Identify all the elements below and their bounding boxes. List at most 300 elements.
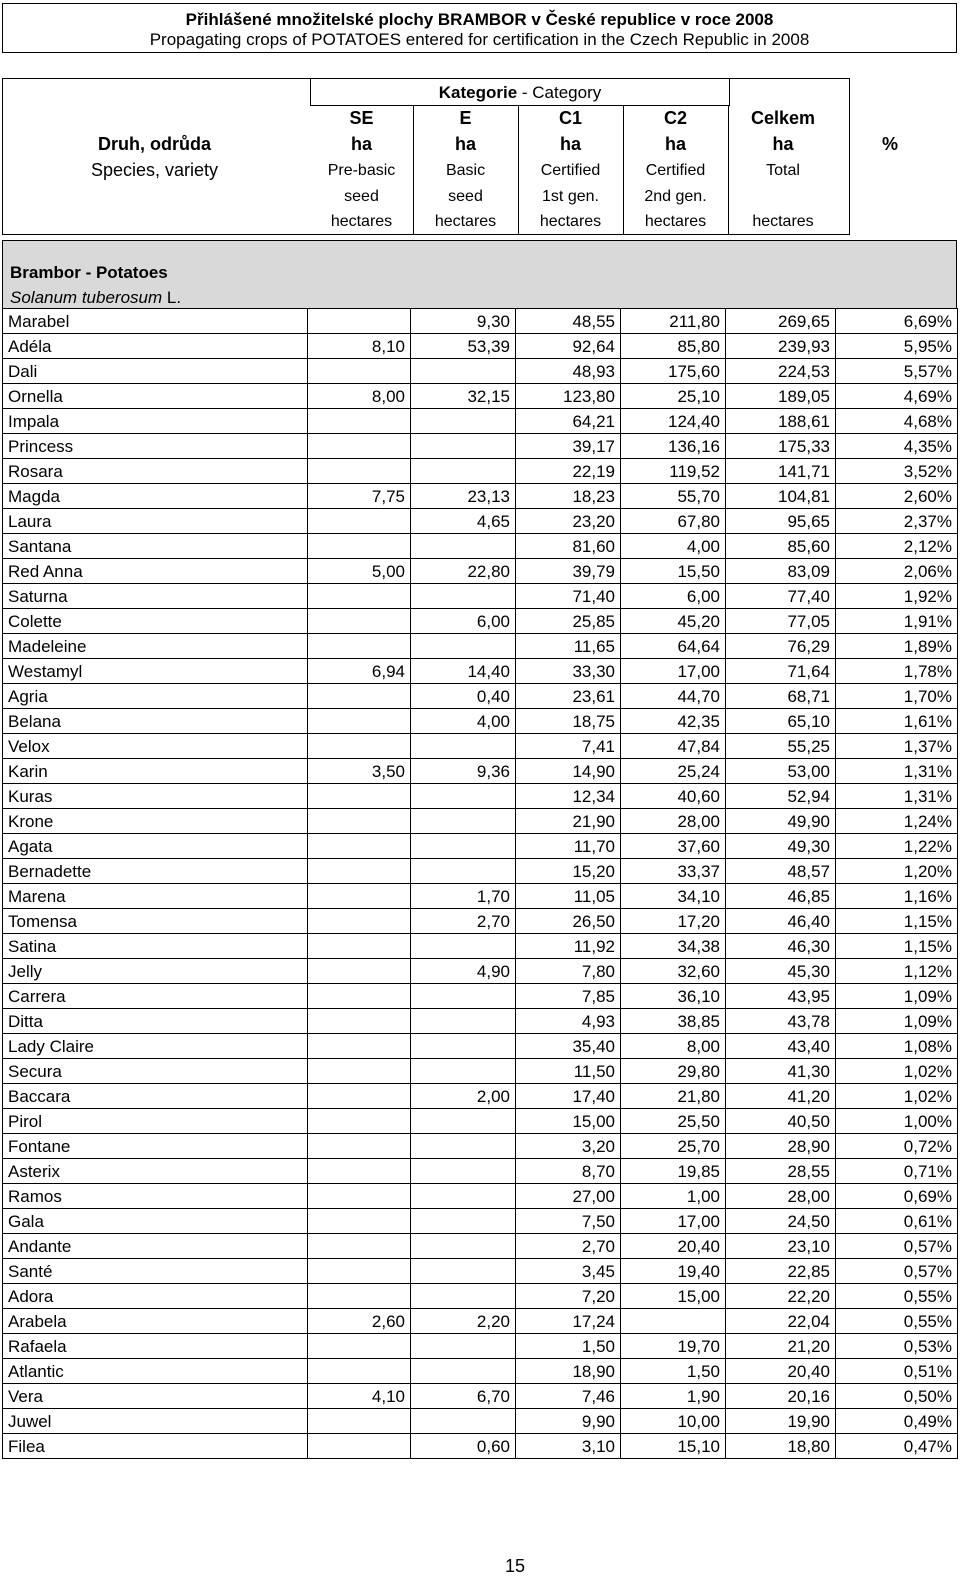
table-cell: 20,40 (621, 1234, 726, 1259)
table-cell: 25,24 (621, 759, 726, 784)
variety-name: Princess (3, 434, 308, 459)
table-cell: 21,80 (621, 1084, 726, 1109)
table-cell: 71,64 (726, 659, 836, 684)
table-row (3, 659, 958, 684)
table-row (3, 884, 958, 909)
table-cell (411, 1334, 516, 1359)
table-row (3, 684, 958, 709)
title-box (2, 3, 957, 53)
table-cell: 48,55 (516, 309, 621, 334)
table-cell: 1,20% (836, 859, 958, 884)
table-cell: 53,00 (726, 759, 836, 784)
table-cell: 4,93 (516, 1009, 621, 1034)
table-cell: 40,60 (621, 784, 726, 809)
table-cell: 2,00 (411, 1084, 516, 1109)
table-cell: 17,24 (516, 1309, 621, 1334)
table-row (3, 459, 958, 484)
table-cell (411, 1009, 516, 1034)
table-cell: 11,05 (516, 884, 621, 909)
table-row (3, 359, 958, 384)
table-row (3, 1209, 958, 1234)
table-row (3, 1309, 958, 1334)
table-row (3, 1384, 958, 1409)
table-cell: 24,50 (726, 1209, 836, 1234)
table-row (3, 1159, 958, 1184)
table-cell (411, 1134, 516, 1159)
table-cell: 85,60 (726, 534, 836, 559)
table-cell: 1,09% (836, 1009, 958, 1034)
variety-name: Filea (3, 1434, 308, 1459)
table-cell: 1,70% (836, 684, 958, 709)
table-cell: 21,20 (726, 1334, 836, 1359)
table-cell: 175,33 (726, 434, 836, 459)
species-block (2, 240, 957, 308)
table-cell: 7,85 (516, 984, 621, 1009)
column-header-unit: ha (772, 134, 794, 154)
column-header-l3: hectares (752, 213, 814, 230)
table-cell (411, 1359, 516, 1384)
variety-name: Rafaela (3, 1334, 308, 1359)
table-cell: 124,40 (621, 409, 726, 434)
table-cell (411, 809, 516, 834)
table-cell: 2,06% (836, 559, 958, 584)
table-cell: 46,85 (726, 884, 836, 909)
table-row (3, 809, 958, 834)
table-cell: 4,65 (411, 509, 516, 534)
variety-name: Saturna (3, 584, 308, 609)
variety-name: Madeleine (3, 634, 308, 659)
table-cell: 15,50 (621, 559, 726, 584)
variety-name: Fontane (3, 1134, 308, 1159)
table-cell: 29,80 (621, 1059, 726, 1084)
table-cell: 64,21 (516, 409, 621, 434)
variety-name: Bernadette (3, 859, 308, 884)
table-cell: 25,10 (621, 384, 726, 409)
table-cell: 0,55% (836, 1284, 958, 1309)
table-cell (411, 1259, 516, 1284)
variety-name: Magda (3, 484, 308, 509)
table-cell (308, 309, 411, 334)
table-cell: 1,89% (836, 634, 958, 659)
variety-name: Rosara (3, 459, 308, 484)
variety-name: Pirol (3, 1109, 308, 1134)
table-cell: 6,70 (411, 1384, 516, 1409)
table-cell: 211,80 (621, 309, 726, 334)
table-cell: 64,64 (621, 634, 726, 659)
table-cell (308, 684, 411, 709)
table-cell: 18,80 (726, 1434, 836, 1459)
table-cell (308, 534, 411, 559)
table-cell (411, 859, 516, 884)
table-cell: 19,40 (621, 1259, 726, 1284)
table-cell (308, 959, 411, 984)
column-header-l3: hectares (644, 213, 707, 230)
column-header-l3: hectares (539, 213, 602, 230)
table-cell: 44,70 (621, 684, 726, 709)
table-cell (308, 1334, 411, 1359)
table-cell: 55,70 (621, 484, 726, 509)
table-cell: 19,70 (621, 1334, 726, 1359)
title-czech: Přihlášené množitelské plochy BRAMBOR v České republice v roce 2008 (185, 10, 774, 29)
table-row (3, 709, 958, 734)
column-header-l2: 1st gen. (542, 188, 599, 205)
table-cell: 0,53% (836, 1334, 958, 1359)
table-cell (308, 1034, 411, 1059)
table-cell (411, 734, 516, 759)
table-cell: 17,00 (621, 659, 726, 684)
table-cell: 38,85 (621, 1009, 726, 1034)
table-cell: 4,35% (836, 434, 958, 459)
table-cell: 269,65 (726, 309, 836, 334)
table-row (3, 1284, 958, 1309)
table-cell: 15,00 (621, 1284, 726, 1309)
species-variety-label: Species, variety (90, 160, 219, 180)
table-cell: 22,04 (726, 1309, 836, 1334)
table-cell: 67,80 (621, 509, 726, 534)
percent-header: % (881, 134, 898, 154)
table-cell: 0,57% (836, 1259, 958, 1284)
table-row (3, 634, 958, 659)
table-row (3, 409, 958, 434)
table-cell: 21,90 (516, 809, 621, 834)
table-row (3, 609, 958, 634)
table-cell (411, 1059, 516, 1084)
table-cell: 12,34 (516, 784, 621, 809)
table-row (3, 534, 958, 559)
table-cell (308, 1209, 411, 1234)
variety-name: Ornella (3, 384, 308, 409)
table-row (3, 1234, 958, 1259)
table-cell: 28,00 (726, 1184, 836, 1209)
variety-name: Karin (3, 759, 308, 784)
table-cell: 43,78 (726, 1009, 836, 1034)
table-cell: 3,50 (308, 759, 411, 784)
table-cell: 25,50 (621, 1109, 726, 1134)
table-cell: 0,61% (836, 1209, 958, 1234)
table-cell: 76,29 (726, 634, 836, 659)
table-cell: 46,40 (726, 909, 836, 934)
table-cell: 17,00 (621, 1209, 726, 1234)
table-cell: 42,35 (621, 709, 726, 734)
table-cell: 17,40 (516, 1084, 621, 1109)
table-cell (308, 1059, 411, 1084)
variety-name: Ramos (3, 1184, 308, 1209)
column-header-unit: ha (664, 134, 686, 154)
table-row (3, 984, 958, 1009)
variety-name: Adora (3, 1284, 308, 1309)
table-cell: 1,22% (836, 834, 958, 859)
table-cell: 77,40 (726, 584, 836, 609)
table-row (3, 1134, 958, 1159)
table-cell: 2,70 (516, 1234, 621, 1259)
species-latin: Solanum tuberosum L. (10, 288, 182, 307)
table-cell (308, 784, 411, 809)
variety-name: Marena (3, 884, 308, 909)
column-header-l2: seed (448, 188, 483, 205)
table-cell: 0,49% (836, 1409, 958, 1434)
table-cell (308, 934, 411, 959)
table-cell (411, 1209, 516, 1234)
table-cell (411, 359, 516, 384)
table-cell: 5,57% (836, 359, 958, 384)
table-cell: 48,93 (516, 359, 621, 384)
variety-name: Dali (3, 359, 308, 384)
table-row (3, 959, 958, 984)
table-cell (308, 609, 411, 634)
table-row (3, 434, 958, 459)
table-cell (411, 1109, 516, 1134)
table-cell: 32,15 (411, 384, 516, 409)
table-cell: 28,90 (726, 1134, 836, 1159)
table-cell: 0,51% (836, 1359, 958, 1384)
table-cell: 11,70 (516, 834, 621, 859)
table-cell: 37,60 (621, 834, 726, 859)
table-cell: 11,65 (516, 634, 621, 659)
variety-name: Juwel (3, 1409, 308, 1434)
table-cell: 1,90 (621, 1384, 726, 1409)
table-cell: 45,30 (726, 959, 836, 984)
table-cell (411, 584, 516, 609)
column-header-unit: ha (350, 134, 372, 154)
table-cell: 10,00 (621, 1409, 726, 1434)
variety-name: Vera (3, 1384, 308, 1409)
table-cell: 26,50 (516, 909, 621, 934)
variety-name: Agata (3, 834, 308, 859)
table-cell: 1,08% (836, 1034, 958, 1059)
table-row (3, 509, 958, 534)
table-cell: 81,60 (516, 534, 621, 559)
table-cell (411, 784, 516, 809)
table-cell: 6,00 (411, 609, 516, 634)
table-cell: 32,60 (621, 959, 726, 984)
table-cell: 2,12% (836, 534, 958, 559)
druh-odruda-label: Druh, odrůda (98, 134, 211, 154)
table-cell: 189,05 (726, 384, 836, 409)
table-cell: 52,94 (726, 784, 836, 809)
table-cell (308, 434, 411, 459)
table-cell: 1,61% (836, 709, 958, 734)
column-header-l1: Certified (645, 162, 706, 179)
table-cell: 8,00 (621, 1034, 726, 1059)
table-cell: 15,20 (516, 859, 621, 884)
table-cell: 14,40 (411, 659, 516, 684)
variety-name: Santé (3, 1259, 308, 1284)
table-cell (308, 1434, 411, 1459)
table-cell: 28,55 (726, 1159, 836, 1184)
table-cell (308, 409, 411, 434)
variety-name: Colette (3, 609, 308, 634)
table-cell: 0,50% (836, 1384, 958, 1409)
table-row (3, 584, 958, 609)
table-cell: 8,00 (308, 384, 411, 409)
table-row (3, 1109, 958, 1134)
table-row (3, 309, 958, 334)
table-cell: 36,10 (621, 984, 726, 1009)
table-cell: 22,20 (726, 1284, 836, 1309)
column-header-code: C2 (663, 108, 687, 128)
variety-name: Marabel (3, 309, 308, 334)
table-cell: 0,40 (411, 684, 516, 709)
table-cell: 92,64 (516, 334, 621, 359)
table-row (3, 734, 958, 759)
category-header: Kategorie - Category (438, 83, 602, 102)
table-cell: 2,60 (308, 1309, 411, 1334)
variety-name: Asterix (3, 1159, 308, 1184)
variety-name: Gala (3, 1209, 308, 1234)
table-cell: 34,38 (621, 934, 726, 959)
table-cell: 27,00 (516, 1184, 621, 1209)
table-cell (308, 359, 411, 384)
table-cell: 3,10 (516, 1434, 621, 1459)
table-cell: 39,17 (516, 434, 621, 459)
table-cell (308, 1359, 411, 1384)
table-cell: 1,16% (836, 884, 958, 909)
table-cell: 23,61 (516, 684, 621, 709)
variety-table (2, 308, 958, 1459)
table-cell: 17,20 (621, 909, 726, 934)
table-row (3, 1259, 958, 1284)
table-cell: 0,47% (836, 1434, 958, 1459)
table-cell (308, 1234, 411, 1259)
table-row (3, 1059, 958, 1084)
variety-name: Agria (3, 684, 308, 709)
table-cell (411, 1409, 516, 1434)
variety-name: Impala (3, 409, 308, 434)
table-row (3, 759, 958, 784)
table-cell: 83,09 (726, 559, 836, 584)
table-cell: 119,52 (621, 459, 726, 484)
table-cell: 2,70 (411, 909, 516, 934)
table-cell: 47,84 (621, 734, 726, 759)
table-cell: 11,92 (516, 934, 621, 959)
column-header-code: Celkem (750, 108, 816, 128)
table-cell (308, 509, 411, 534)
table-cell: 5,95% (836, 334, 958, 359)
variety-name: Andante (3, 1234, 308, 1259)
table-cell: 39,79 (516, 559, 621, 584)
table-cell: 40,50 (726, 1109, 836, 1134)
table-cell: 1,50 (621, 1359, 726, 1384)
table-cell (308, 1409, 411, 1434)
table-row (3, 1009, 958, 1034)
variety-name: Arabela (3, 1309, 308, 1334)
table-cell: 8,10 (308, 334, 411, 359)
table-cell (411, 1159, 516, 1184)
table-cell: 3,45 (516, 1259, 621, 1284)
table-cell (308, 909, 411, 934)
table-cell: 33,30 (516, 659, 621, 684)
table-row (3, 834, 958, 859)
variety-name: Secura (3, 1059, 308, 1084)
table-row (3, 384, 958, 409)
table-cell: 6,69% (836, 309, 958, 334)
table-cell: 6,94 (308, 659, 411, 684)
table-cell: 1,31% (836, 759, 958, 784)
table-cell: 0,60 (411, 1434, 516, 1459)
table-cell: 20,40 (726, 1359, 836, 1384)
page-number: 15 (504, 1556, 526, 1576)
variety-name: Carrera (3, 984, 308, 1009)
column-header-l2: seed (344, 188, 379, 205)
column-header-code: C1 (558, 108, 582, 128)
table-cell: 7,41 (516, 734, 621, 759)
variety-name: Lady Claire (3, 1034, 308, 1059)
variety-name: Jelly (3, 959, 308, 984)
table-cell: 1,09% (836, 984, 958, 1009)
table-cell: 136,16 (621, 434, 726, 459)
table-row (3, 1334, 958, 1359)
table-row (3, 934, 958, 959)
table-cell: 9,30 (411, 309, 516, 334)
table-cell: 7,80 (516, 959, 621, 984)
variety-name: Kuras (3, 784, 308, 809)
table-cell: 239,93 (726, 334, 836, 359)
variety-name: Ditta (3, 1009, 308, 1034)
table-cell: 4,68% (836, 409, 958, 434)
table-cell: 19,90 (726, 1409, 836, 1434)
variety-name: Satina (3, 934, 308, 959)
table-cell (308, 734, 411, 759)
table-cell (308, 859, 411, 884)
table-cell: 1,12% (836, 959, 958, 984)
variety-name: Atlantic (3, 1359, 308, 1384)
table-cell: 175,60 (621, 359, 726, 384)
table-cell (308, 1009, 411, 1034)
table-cell: 46,30 (726, 934, 836, 959)
table-row (3, 1359, 958, 1384)
table-cell: 104,81 (726, 484, 836, 509)
table-cell: 11,50 (516, 1059, 621, 1084)
table-cell: 3,52% (836, 459, 958, 484)
table-cell: 22,80 (411, 559, 516, 584)
table-cell: 18,90 (516, 1359, 621, 1384)
table-cell: 188,61 (726, 409, 836, 434)
table-row (3, 784, 958, 809)
variety-name: Red Anna (3, 559, 308, 584)
table-cell: 23,13 (411, 484, 516, 509)
table-cell: 2,20 (411, 1309, 516, 1334)
table-cell: 2,37% (836, 509, 958, 534)
table-cell (308, 1259, 411, 1284)
table-cell (411, 934, 516, 959)
table-cell: 0,69% (836, 1184, 958, 1209)
table-cell (308, 1109, 411, 1134)
table-cell (411, 1284, 516, 1309)
table-cell: 22,19 (516, 459, 621, 484)
table-cell: 4,90 (411, 959, 516, 984)
table-cell: 141,71 (726, 459, 836, 484)
table-cell (411, 1184, 516, 1209)
table-cell: 1,00 (621, 1184, 726, 1209)
table-cell (411, 634, 516, 659)
table-cell: 35,40 (516, 1034, 621, 1059)
table-cell (308, 634, 411, 659)
variety-name: Baccara (3, 1084, 308, 1109)
table-cell: 9,36 (411, 759, 516, 784)
table-cell: 1,37% (836, 734, 958, 759)
table-cell (621, 1309, 726, 1334)
table-cell (411, 1034, 516, 1059)
table-cell (308, 1284, 411, 1309)
variety-name: Westamyl (3, 659, 308, 684)
table-row (3, 1434, 958, 1459)
table-cell: 1,00% (836, 1109, 958, 1134)
table-cell: 71,40 (516, 584, 621, 609)
column-header-code: SE (349, 108, 374, 128)
table-cell (411, 434, 516, 459)
table-cell: 95,65 (726, 509, 836, 534)
table-cell (308, 809, 411, 834)
